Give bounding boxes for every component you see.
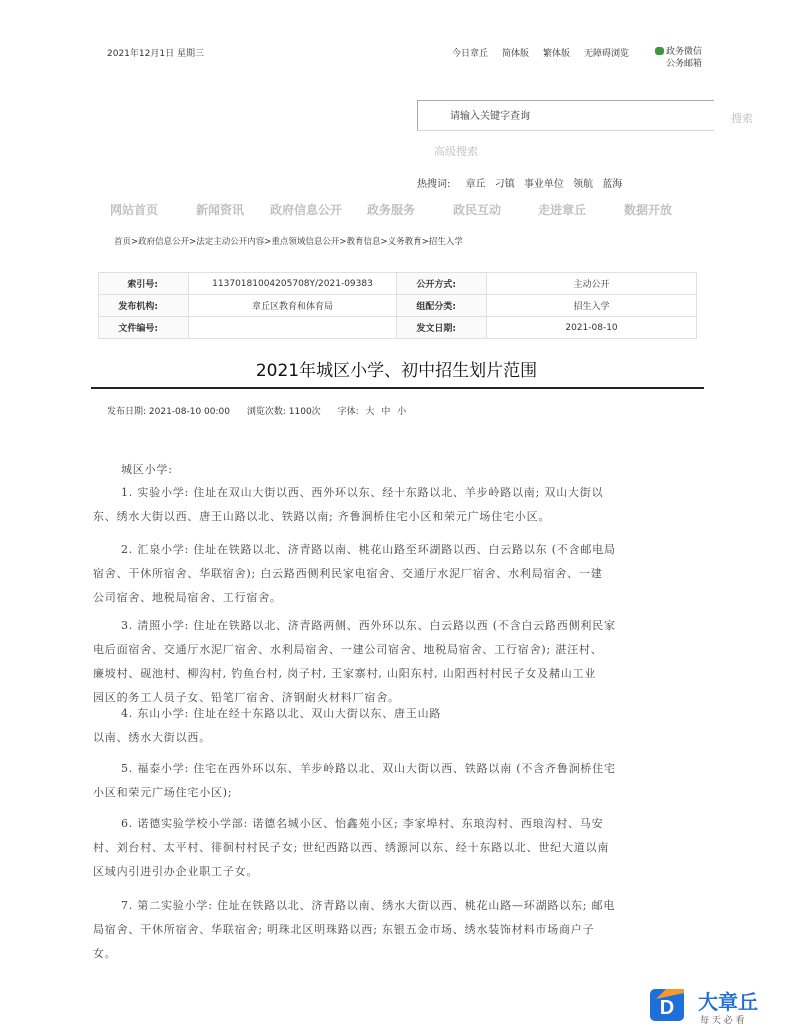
hot-search-label: 热搜词: bbox=[417, 179, 451, 190]
paragraph-line: 宿舍、干休所宿舍、华联宿舍); 白云路西侧利民家电宿舍、交通厅水泥厂宿舍、水利局宿舍、一建 bbox=[93, 567, 603, 580]
open-mode-value: 主动公开 bbox=[487, 273, 697, 295]
link-traditional[interactable]: 繁体版 bbox=[543, 49, 571, 59]
paragraph-line: 5. 福泰小学: 住宅在西外环以东、羊步岭路以北、双山大街以西、铁路以南 (不含齐鲁涧桥住宅 bbox=[121, 762, 616, 775]
nav-news[interactable]: 新闻资讯 bbox=[196, 203, 245, 217]
category-value: 招生入学 bbox=[487, 295, 697, 317]
paragraph-line: 4. 东山小学: 住址在经十东路以北、双山大街以东、唐王山路 bbox=[121, 707, 442, 720]
hot-word[interactable]: 领航 bbox=[573, 179, 594, 190]
paragraph-2 bbox=[93, 538, 710, 610]
hot-search-words bbox=[417, 175, 622, 190]
issue-date-value: 2021-08-10 bbox=[487, 317, 697, 339]
nav-interaction[interactable]: 政民互动 bbox=[453, 203, 502, 217]
logo-brand-text: 大章丘 bbox=[698, 990, 758, 1014]
nav-gov-services[interactable]: 政务服务 bbox=[367, 203, 416, 217]
link-simplified[interactable]: 简体版 bbox=[502, 49, 530, 59]
font-size-small[interactable]: 小 bbox=[397, 407, 407, 417]
paragraph-4 bbox=[93, 702, 710, 750]
search-button[interactable]: 搜索 bbox=[731, 112, 753, 125]
publisher-value: 章丘区教育和体育局 bbox=[189, 295, 397, 317]
logo-slogan: 每 天 必 看 bbox=[700, 1016, 745, 1026]
link-mailbox[interactable]: 公务邮箱 bbox=[666, 59, 703, 69]
paragraph-line: 1. 实验小学: 住址在双山大街以西、西外环以东、经十东路以北、羊步岭路以南; 双山大街以 bbox=[121, 486, 604, 499]
paragraph-line: 7. 第二实验小学: 住址在铁路以北、济青路以南、绣水大街以西、桃花山路—环湖路以东; 邮电 bbox=[121, 899, 616, 912]
search-input[interactable] bbox=[448, 101, 692, 131]
category-label: 组配分类: bbox=[397, 295, 487, 317]
paragraph-line: 以南、绣水大街以西。 bbox=[93, 731, 211, 744]
header-date: 2021年12月1日 星期三 bbox=[107, 49, 204, 59]
link-accessibility[interactable]: 无障碍浏览 bbox=[584, 49, 630, 59]
top-links bbox=[452, 46, 629, 59]
hot-word[interactable]: 章丘 bbox=[465, 179, 486, 190]
breadcrumb[interactable]: 首页>政府信息公开>法定主动公开内容>重点领域信息公开>教育信息>义务教育>招生入学 bbox=[114, 237, 463, 247]
paragraph-line: 小区和荣元广场住宅小区); bbox=[93, 786, 233, 799]
publish-date: 发布日期: 2021-08-10 00:00 bbox=[107, 407, 230, 417]
paragraph-6 bbox=[93, 812, 710, 884]
paragraph-3 bbox=[93, 614, 710, 710]
metadata-table bbox=[98, 272, 697, 339]
paragraph-line: 电后面宿舍、交通厅水泥厂宿舍、水利局宿舍、一建公司宿舍、地税局宿舍、工行宿舍); 湛汪村、 bbox=[93, 643, 603, 656]
font-size-medium[interactable]: 中 bbox=[381, 407, 391, 417]
nav-open-data[interactable]: 数据开放 bbox=[624, 203, 673, 217]
paragraph-line: 2. 汇泉小学: 住址在铁路以北、济青路以南、桃花山路至环湖路以西、白云路以东 (不含邮电局 bbox=[121, 543, 616, 556]
wechat-mail-links bbox=[655, 46, 702, 70]
paragraph-line: 东、绣水大街以西、唐王山路以北、铁路以南; 齐鲁涧桥住宅小区和荣元广场住宅小区。 bbox=[93, 510, 551, 523]
nav-home[interactable]: 网站首页 bbox=[110, 203, 159, 217]
paragraph-5 bbox=[93, 757, 710, 805]
search-box bbox=[417, 100, 714, 131]
article-title: 2021年城区小学、初中招生划片范围 bbox=[255, 361, 538, 381]
paragraph-1 bbox=[93, 481, 710, 529]
issue-date-label: 发文日期: bbox=[397, 317, 487, 339]
font-size-large[interactable]: 大 bbox=[365, 407, 375, 417]
paragraph-line: 区域内引进引办企业职工子女。 bbox=[93, 865, 259, 878]
paragraph-line: 6. 诺德实验学校小学部: 诺德名城小区、怡鑫苑小区; 李家埠村、东琅沟村、西琅沟村、马安 bbox=[121, 817, 604, 830]
title-divider bbox=[91, 387, 704, 389]
hot-word[interactable]: 刁镇 bbox=[494, 179, 515, 190]
advanced-search-link[interactable]: 高级搜索 bbox=[434, 145, 478, 158]
wechat-icon bbox=[655, 47, 664, 55]
section-heading: 城区小学: bbox=[121, 463, 173, 476]
paragraph-line: 女。 bbox=[93, 947, 117, 960]
article-info bbox=[107, 404, 410, 417]
doc-number-value bbox=[189, 317, 397, 339]
paragraph-line: 廉坡村、砚池村、柳沟村, 钓鱼台村, 岗子村, 王家寨村, 山阳东村, 山阳西村村民子女及赭山工业 bbox=[93, 667, 597, 680]
logo-letter: D bbox=[659, 997, 675, 1019]
paragraph-line: 公司宿舍、地税局宿舍、工行宿舍。 bbox=[93, 591, 282, 604]
da-zhangqiu-watermark-logo bbox=[636, 983, 793, 1027]
paragraph-line: 3. 清照小学: 住址在铁路以北、济青路两侧、西外环以东、白云路以西 (不含白云路西侧利民家 bbox=[121, 619, 616, 632]
hot-word[interactable]: 蓝海 bbox=[602, 179, 623, 190]
paragraph-line: 园区的务工人员子女、铅笔厂宿舍、济钢耐火材料厂宿舍。 bbox=[93, 691, 400, 704]
hot-word[interactable]: 事业单位 bbox=[523, 179, 564, 190]
paragraph-7 bbox=[93, 894, 710, 966]
paragraph-line: 村、刘台村、太平村、徘徊村村民子女; 世纪西路以西、绣源河以东、经十东路以北、世纪大道以南 bbox=[93, 841, 610, 854]
paragraph-line: 局宿舍、干休所宿舍、华联宿舍; 明珠北区明珠路以西; 东银五金市场、绣水装饰材料市场商户子 bbox=[93, 923, 595, 936]
index-label: 索引号: bbox=[99, 273, 189, 295]
link-wechat[interactable] bbox=[655, 46, 702, 58]
open-mode-label: 公开方式: bbox=[397, 273, 487, 295]
view-count: 浏览次数: 1100次 bbox=[246, 407, 321, 417]
nav-about[interactable]: 走进章丘 bbox=[538, 203, 587, 217]
nav-gov-info[interactable]: 政府信息公开 bbox=[270, 203, 343, 217]
font-size-label: 字体: bbox=[337, 407, 359, 417]
publisher-label: 发布机构: bbox=[99, 295, 189, 317]
link-today-zhangqiu[interactable]: 今日章丘 bbox=[452, 49, 489, 59]
index-value: 11370181004205708Y/2021-09383 bbox=[189, 273, 397, 295]
wechat-label: 政务微信 bbox=[666, 47, 703, 57]
doc-number-label: 文件编号: bbox=[99, 317, 189, 339]
